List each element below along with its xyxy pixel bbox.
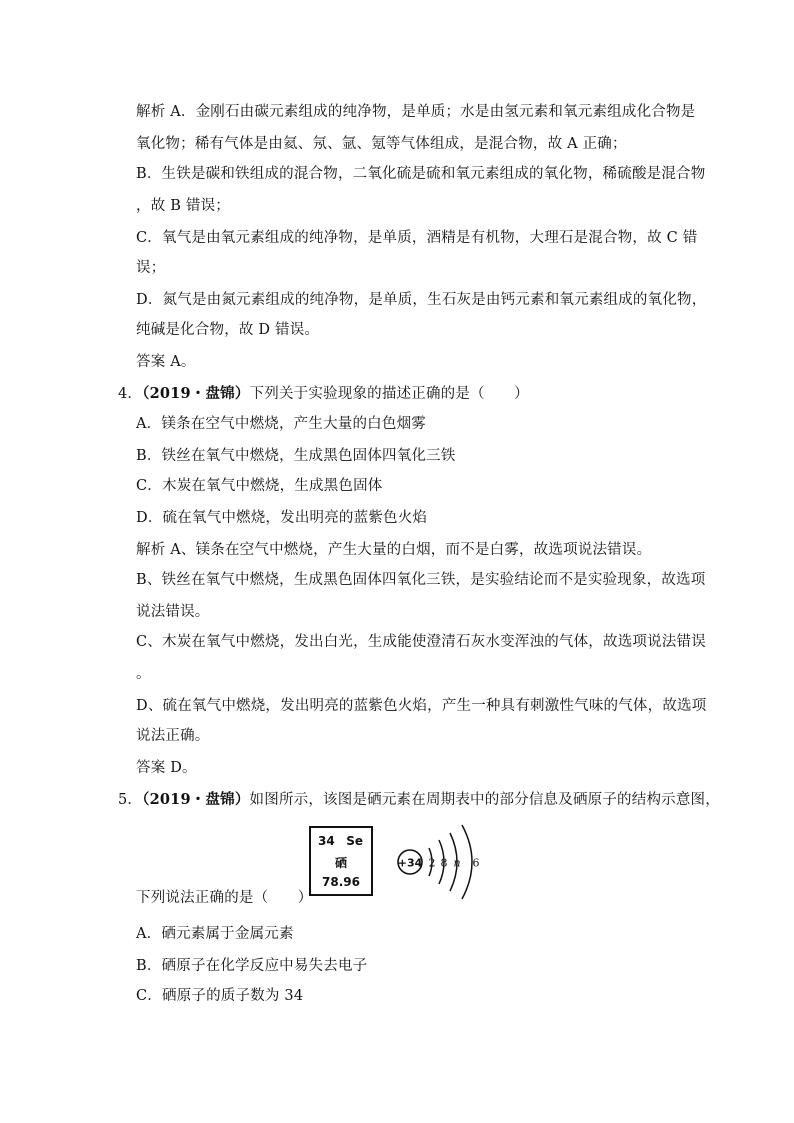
shell-electron-count: 8 (440, 856, 448, 870)
analysis-line: 氧化物；稀有气体是由氦、氖、氩、氪等气体组成，是混合物，故 A 正确； (136, 136, 627, 152)
atom-structure-svg (394, 822, 494, 902)
question-number: 5． (118, 792, 143, 808)
option-c: C．硒原子的质子数为 34 (136, 988, 304, 1004)
atom-structure-diagram (394, 822, 494, 902)
question-4-stem (118, 384, 529, 404)
option-a: A．镁条在空气中燃烧，产生大量的白色烟雾 (136, 416, 426, 432)
element-name: 硒 (334, 856, 347, 870)
analysis-line: 说法正确。 (136, 728, 210, 744)
question-source: （2019・盘锦） (142, 385, 250, 402)
electron-shell-arc (462, 825, 472, 899)
shell-electron-count: 6 (472, 856, 480, 870)
analysis-line: ，故 B 错误； (136, 198, 230, 214)
analysis-line: D．氮气是由氮元素组成的纯净物，是单质，生石灰是由钙元素和氧元素组成的氧化物， (136, 292, 707, 308)
option-d: D．硫在氧气中燃烧，发出明亮的蓝紫色火焰 (136, 510, 428, 526)
analysis-line: D、硫在氧气中燃烧，发出明亮的蓝紫色火焰，产生一种具有刺激性气味的气体，故选项 (136, 698, 707, 714)
option-a: A．硒元素属于金属元素 (136, 926, 294, 942)
question-text: 下列说法正确的是（ ） (136, 890, 313, 906)
nucleus-charge: +34 (397, 856, 423, 870)
analysis-line: C．氧气是由氧元素组成的纯净物，是单质，酒精是有机物，大理石是混合物，故 C 错 (136, 230, 698, 246)
question-number: 4． (118, 386, 143, 402)
question-text: 下列关于实验现象的描述正确的是（ ） (249, 386, 529, 402)
question-5-stem (118, 790, 720, 810)
shell-electron-count: n (453, 856, 461, 870)
analysis-line: 说法错误。 (136, 604, 210, 620)
analysis-line: C、木炭在氧气中燃烧，发出白光，生成能使澄清石灰水变浑浊的气体，故选项说法错误 (136, 634, 706, 650)
analysis-line: 解析 A、镁条在空气中燃烧，产生大量的白烟，而不是白雾，故选项说法错误。 (136, 542, 652, 558)
analysis-line: B．生铁是碳和铁组成的混合物，二氧化硫是硫和氧元素组成的氧化物，稀硫酸是混合物 (136, 166, 706, 182)
analysis-line: B、铁丝在氧气中燃烧，生成黑色固体四氧化三铁，是实验结论而不是实验现象，故选项 (136, 572, 706, 588)
periodic-table-cell (309, 826, 373, 896)
question-source: （2019・盘锦） (142, 791, 250, 808)
atomic-mass: 78.96 (322, 875, 360, 889)
element-symbol: Se (346, 834, 363, 848)
answer-line: 答案 A。 (136, 354, 196, 370)
option-b: B．硒原子在化学反应中易失去电子 (136, 958, 368, 974)
analysis-line: 解析 A．金刚石由碳元素组成的纯净物，是单质；水是由氢元素和氧元素组成化合物是 (136, 104, 696, 120)
analysis-line: 纯碱是化合物，故 D 错误。 (136, 322, 320, 338)
atomic-number: 34 (318, 834, 335, 848)
option-b: B．铁丝在氧气中燃烧，生成黑色固体四氧化三铁 (136, 448, 456, 464)
option-c: C．木炭在氧气中燃烧，生成黑色固体 (136, 478, 383, 494)
analysis-line: 。 (136, 666, 151, 682)
analysis-line: 误； (136, 260, 166, 276)
question-text: 如图所示，该图是硒元素在周期表中的部分信息及硒原子的结构示意图， (249, 792, 720, 808)
shell-electron-count: 2 (428, 856, 436, 870)
answer-line: 答案 D。 (136, 760, 197, 776)
